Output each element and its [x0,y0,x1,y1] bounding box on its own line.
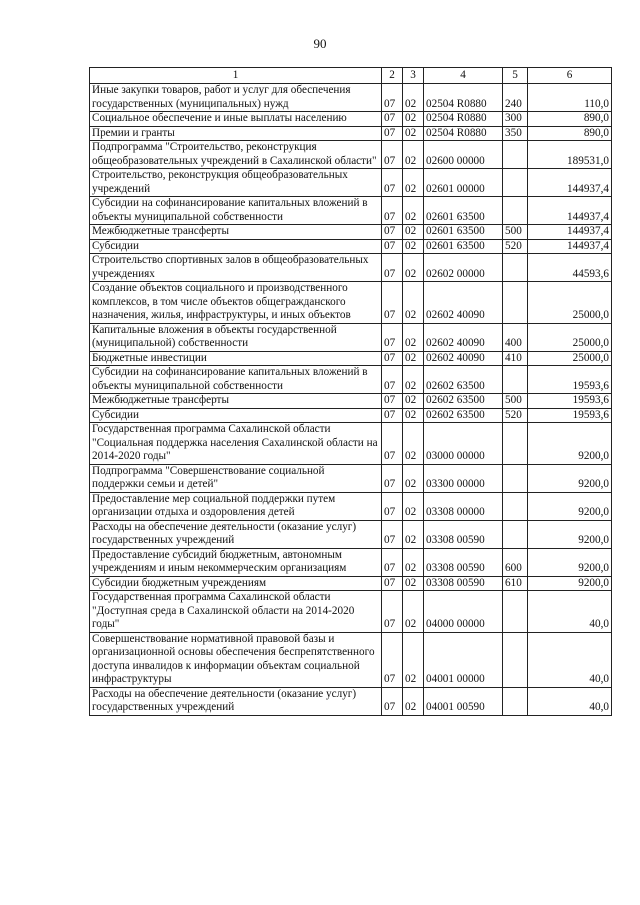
table-row [90,423,612,465]
cell-name: Предоставление субсидий бюджетным, автономным учреждениям и иным некоммерческим организациям [90,548,382,576]
cell-amount: 9200,0 [528,423,612,465]
cell-expense-type: 350 [503,126,528,141]
cell-subsection: 02 [403,323,424,351]
cell-amount: 9200,0 [528,548,612,576]
cell-expense-type [503,254,528,282]
cell-amount: 40,0 [528,591,612,633]
cell-section: 07 [382,141,403,169]
cell-name: Расходы на обеспечение деятельности (оказание услуг) государственных учреждений [90,687,382,715]
cell-section: 07 [382,254,403,282]
cell-amount: 144937,4 [528,197,612,225]
cell-subsection: 02 [403,169,424,197]
cell-target-article: 03308 00000 [424,492,503,520]
header-col-6: 6 [528,68,612,84]
cell-expense-type: 520 [503,239,528,254]
cell-section: 07 [382,351,403,366]
cell-subsection: 02 [403,408,424,423]
cell-section: 07 [382,366,403,394]
table-row [90,591,612,633]
table-row [90,632,612,687]
cell-name: Государственная программа Сахалинской области "Социальная поддержка населения Сахалинской области на 2014-2020 годы" [90,423,382,465]
cell-name: Субсидии на софинансирование капитальных вложений в объекты муниципальной собственности [90,366,382,394]
cell-expense-type [503,197,528,225]
cell-amount: 25000,0 [528,351,612,366]
cell-section: 07 [382,169,403,197]
header-col-3: 3 [403,68,424,84]
cell-target-article: 02601 63500 [424,239,503,254]
cell-section: 07 [382,282,403,324]
cell-target-article: 02602 00000 [424,254,503,282]
cell-expense-type [503,591,528,633]
cell-expense-type [503,632,528,687]
cell-section: 07 [382,576,403,591]
cell-section: 07 [382,423,403,465]
cell-section: 07 [382,394,403,409]
cell-subsection: 02 [403,225,424,240]
cell-amount: 890,0 [528,126,612,141]
cell-amount: 25000,0 [528,282,612,324]
cell-name: Межбюджетные трансферты [90,394,382,409]
header-row [90,68,612,84]
cell-name: Бюджетные инвестиции [90,351,382,366]
cell-target-article: 03308 00590 [424,520,503,548]
cell-amount: 19593,6 [528,366,612,394]
cell-section: 07 [382,126,403,141]
cell-subsection: 02 [403,632,424,687]
cell-name: Иные закупки товаров, работ и услуг для обеспечения государственных (муниципальных) нужд [90,84,382,112]
cell-amount: 40,0 [528,632,612,687]
cell-target-article: 02504 R0880 [424,112,503,127]
table-body [90,84,612,716]
cell-amount: 40,0 [528,687,612,715]
cell-name: Подпрограмма "Строительство, реконструкция общеобразовательных учреждений в Сахалинской области" [90,141,382,169]
cell-section: 07 [382,112,403,127]
cell-expense-type: 410 [503,351,528,366]
cell-section: 07 [382,520,403,548]
cell-subsection: 02 [403,591,424,633]
cell-target-article: 03308 00590 [424,576,503,591]
table-row [90,84,612,112]
table-row [90,520,612,548]
cell-section: 07 [382,548,403,576]
cell-section: 07 [382,687,403,715]
cell-target-article: 02602 63500 [424,408,503,423]
cell-section: 07 [382,323,403,351]
cell-target-article: 02601 00000 [424,169,503,197]
cell-section: 07 [382,225,403,240]
cell-target-article: 02602 40090 [424,351,503,366]
budget-table [89,67,612,716]
cell-name: Создание объектов социального и производственного комплексов, в том числе объектов общегражданского назначения, жилья, инфраструктуры, и иных объектов [90,282,382,324]
table-row [90,394,612,409]
cell-target-article: 03000 00000 [424,423,503,465]
table-row [90,126,612,141]
table-row [90,141,612,169]
table-row [90,282,612,324]
cell-section: 07 [382,197,403,225]
cell-subsection: 02 [403,112,424,127]
header-col-4: 4 [424,68,503,84]
cell-name: Капитальные вложения в объекты государственной (муниципальной) собственности [90,323,382,351]
cell-amount: 189531,0 [528,141,612,169]
cell-target-article: 04001 00590 [424,687,503,715]
table-row [90,548,612,576]
page-number: 90 [313,36,327,51]
cell-expense-type: 500 [503,394,528,409]
cell-expense-type [503,464,528,492]
cell-amount: 9200,0 [528,520,612,548]
cell-section: 07 [382,239,403,254]
table-row [90,112,612,127]
cell-amount: 19593,6 [528,394,612,409]
cell-expense-type [503,282,528,324]
cell-name: Предоставление мер социальной поддержки путем организации отдыха и оздоровления детей [90,492,382,520]
table-row [90,464,612,492]
cell-target-article: 02504 R0880 [424,84,503,112]
table-row [90,197,612,225]
cell-subsection: 02 [403,282,424,324]
cell-subsection: 02 [403,351,424,366]
cell-target-article: 02602 40090 [424,323,503,351]
table-header [90,68,612,84]
cell-amount: 19593,6 [528,408,612,423]
cell-amount: 890,0 [528,112,612,127]
cell-name: Субсидии бюджетным учреждениям [90,576,382,591]
cell-target-article: 02602 63500 [424,394,503,409]
cell-expense-type [503,169,528,197]
table-row [90,225,612,240]
table-row [90,239,612,254]
table-row [90,169,612,197]
cell-expense-type: 400 [503,323,528,351]
cell-subsection: 02 [403,197,424,225]
cell-subsection: 02 [403,492,424,520]
cell-amount: 144937,4 [528,225,612,240]
table-row [90,687,612,715]
cell-amount: 144937,4 [528,169,612,197]
cell-expense-type: 300 [503,112,528,127]
header-col-1: 1 [90,68,382,84]
cell-name: Субсидии [90,408,382,423]
cell-subsection: 02 [403,423,424,465]
table-row [90,366,612,394]
cell-expense-type [503,366,528,394]
cell-amount: 9200,0 [528,492,612,520]
cell-target-article: 03300 00000 [424,464,503,492]
cell-subsection: 02 [403,687,424,715]
cell-section: 07 [382,492,403,520]
cell-name: Премии и гранты [90,126,382,141]
table-row [90,492,612,520]
cell-subsection: 02 [403,126,424,141]
cell-subsection: 02 [403,141,424,169]
cell-amount: 9200,0 [528,576,612,591]
cell-name: Социальное обеспечение и иные выплаты населению [90,112,382,127]
table-row [90,408,612,423]
cell-target-article: 03308 00590 [424,548,503,576]
cell-subsection: 02 [403,548,424,576]
cell-expense-type: 610 [503,576,528,591]
cell-name: Государственная программа Сахалинской области "Доступная среда в Сахалинской области на 2014-2020 годы" [90,591,382,633]
cell-amount: 44593,6 [528,254,612,282]
cell-target-article: 02504 R0880 [424,126,503,141]
cell-target-article: 02602 40090 [424,282,503,324]
table-row [90,323,612,351]
cell-subsection: 02 [403,520,424,548]
table-row [90,351,612,366]
cell-name: Строительство, реконструкция общеобразовательных учреждений [90,169,382,197]
cell-name: Расходы на обеспечение деятельности (оказание услуг) государственных учреждений [90,520,382,548]
cell-target-article: 02601 63500 [424,197,503,225]
header-col-2: 2 [382,68,403,84]
cell-name: Строительство спортивных залов в общеобразовательных учреждениях [90,254,382,282]
cell-subsection: 02 [403,254,424,282]
cell-expense-type: 520 [503,408,528,423]
header-col-5: 5 [503,68,528,84]
cell-subsection: 02 [403,366,424,394]
cell-section: 07 [382,591,403,633]
cell-section: 07 [382,408,403,423]
cell-expense-type: 500 [503,225,528,240]
cell-name: Межбюджетные трансферты [90,225,382,240]
cell-expense-type [503,492,528,520]
cell-target-article: 02600 00000 [424,141,503,169]
cell-expense-type [503,141,528,169]
cell-amount: 9200,0 [528,464,612,492]
cell-subsection: 02 [403,464,424,492]
cell-name: Совершенствование нормативной правовой базы и организационной основы обеспечения беспрепятственного доступа инвалидов к информации объектам социальной инфраструктуры [90,632,382,687]
cell-target-article: 02601 63500 [424,225,503,240]
cell-expense-type: 240 [503,84,528,112]
table-row [90,254,612,282]
cell-expense-type [503,687,528,715]
cell-amount: 25000,0 [528,323,612,351]
cell-expense-type [503,520,528,548]
cell-target-article: 04000 00000 [424,591,503,633]
cell-section: 07 [382,84,403,112]
cell-amount: 144937,4 [528,239,612,254]
cell-section: 07 [382,632,403,687]
table-row [90,576,612,591]
cell-subsection: 02 [403,576,424,591]
cell-name: Субсидии на софинансирование капитальных вложений в объекты муниципальной собственности [90,197,382,225]
cell-expense-type [503,423,528,465]
cell-name: Субсидии [90,239,382,254]
cell-subsection: 02 [403,239,424,254]
cell-expense-type: 600 [503,548,528,576]
cell-amount: 110,0 [528,84,612,112]
cell-name: Подпрограмма "Совершенствование социальной поддержки семьи и детей" [90,464,382,492]
cell-subsection: 02 [403,84,424,112]
cell-target-article: 02602 63500 [424,366,503,394]
cell-section: 07 [382,464,403,492]
cell-subsection: 02 [403,394,424,409]
cell-target-article: 04001 00000 [424,632,503,687]
